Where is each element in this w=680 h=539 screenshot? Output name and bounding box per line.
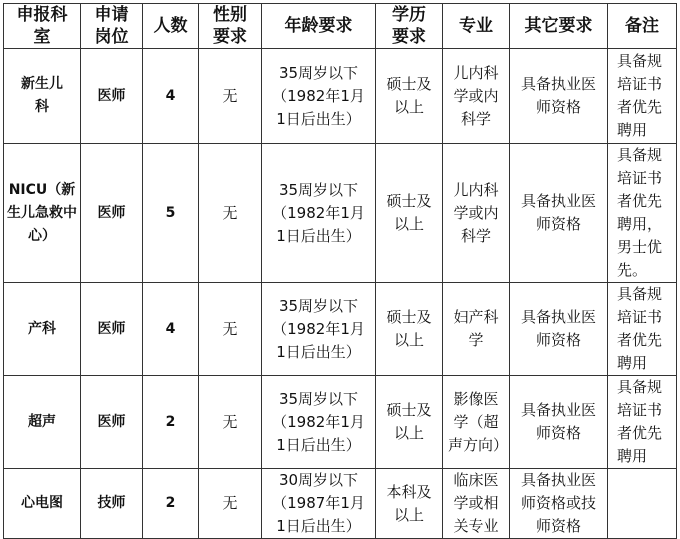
cell-major: 儿内科学或内科学	[443, 144, 510, 283]
cell-post: 医师	[81, 49, 143, 144]
cell-age: 35周岁以下（1982年1月1日后出生）	[262, 49, 376, 144]
cell-dept: 新生儿科	[4, 49, 81, 144]
cell-gender: 无	[199, 376, 262, 469]
cell-other: 具备执业医师资格	[510, 376, 608, 469]
header-age: 年龄要求	[262, 4, 376, 49]
cell-age: 35周岁以下（1982年1月1日后出生）	[262, 376, 376, 469]
cell-major: 儿内科学或内科学	[443, 49, 510, 144]
cell-note: 具备规培证书者优先聘用	[608, 376, 677, 469]
cell-post: 医师	[81, 144, 143, 283]
cell-major: 影像医学（超声方向）	[443, 376, 510, 469]
cell-major: 临床医学或相关专业	[443, 469, 510, 539]
cell-dept: 心电图	[4, 469, 81, 539]
cell-post: 医师	[81, 376, 143, 469]
cell-note	[608, 469, 677, 539]
header-major: 专业	[443, 4, 510, 49]
cell-dept: 产科	[4, 283, 81, 376]
cell-post: 医师	[81, 283, 143, 376]
table-row	[4, 376, 677, 469]
cell-note: 具备规培证书者优先聘用，男士优先。	[608, 144, 677, 283]
cell-other: 具备执业医师资格或技师资格	[510, 469, 608, 539]
cell-dept: NICU（新生儿急救中心）	[4, 144, 81, 283]
header-count: 人数	[143, 4, 199, 49]
header-other: 其它要求	[510, 4, 608, 49]
header-gender: 性别要求	[199, 4, 262, 49]
cell-age: 35周岁以下（1982年1月1日后出生）	[262, 283, 376, 376]
cell-education: 硕士及以上	[376, 144, 443, 283]
cell-count: 5	[143, 144, 199, 283]
cell-note: 具备规培证书者优先聘用	[608, 283, 677, 376]
cell-major: 妇产科学	[443, 283, 510, 376]
cell-count: 2	[143, 376, 199, 469]
cell-gender: 无	[199, 49, 262, 144]
cell-count: 4	[143, 283, 199, 376]
cell-education: 硕士及以上	[376, 49, 443, 144]
cell-education: 本科及以上	[376, 469, 443, 539]
table-row	[4, 469, 677, 539]
header-education: 学历要求	[376, 4, 443, 49]
cell-other: 具备执业医师资格	[510, 144, 608, 283]
table-row	[4, 144, 677, 283]
table-row	[4, 283, 677, 376]
cell-dept: 超声	[4, 376, 81, 469]
table-row	[4, 49, 677, 144]
header-dept: 申报科室	[4, 4, 81, 49]
cell-gender: 无	[199, 144, 262, 283]
table-header-row	[4, 4, 677, 49]
cell-education: 硕士及以上	[376, 283, 443, 376]
cell-count: 2	[143, 469, 199, 539]
cell-education: 硕士及以上	[376, 376, 443, 469]
header-note: 备注	[608, 4, 677, 49]
cell-other: 具备执业医师资格	[510, 49, 608, 144]
cell-gender: 无	[199, 469, 262, 539]
cell-other: 具备执业医师资格	[510, 283, 608, 376]
cell-age: 35周岁以下（1982年1月1日后出生）	[262, 144, 376, 283]
header-post: 申请岗位	[81, 4, 143, 49]
cell-post: 技师	[81, 469, 143, 539]
cell-age: 30周岁以下（1987年1月1日后出生）	[262, 469, 376, 539]
recruitment-table	[3, 3, 677, 539]
cell-count: 4	[143, 49, 199, 144]
cell-note: 具备规培证书者优先聘用	[608, 49, 677, 144]
cell-gender: 无	[199, 283, 262, 376]
